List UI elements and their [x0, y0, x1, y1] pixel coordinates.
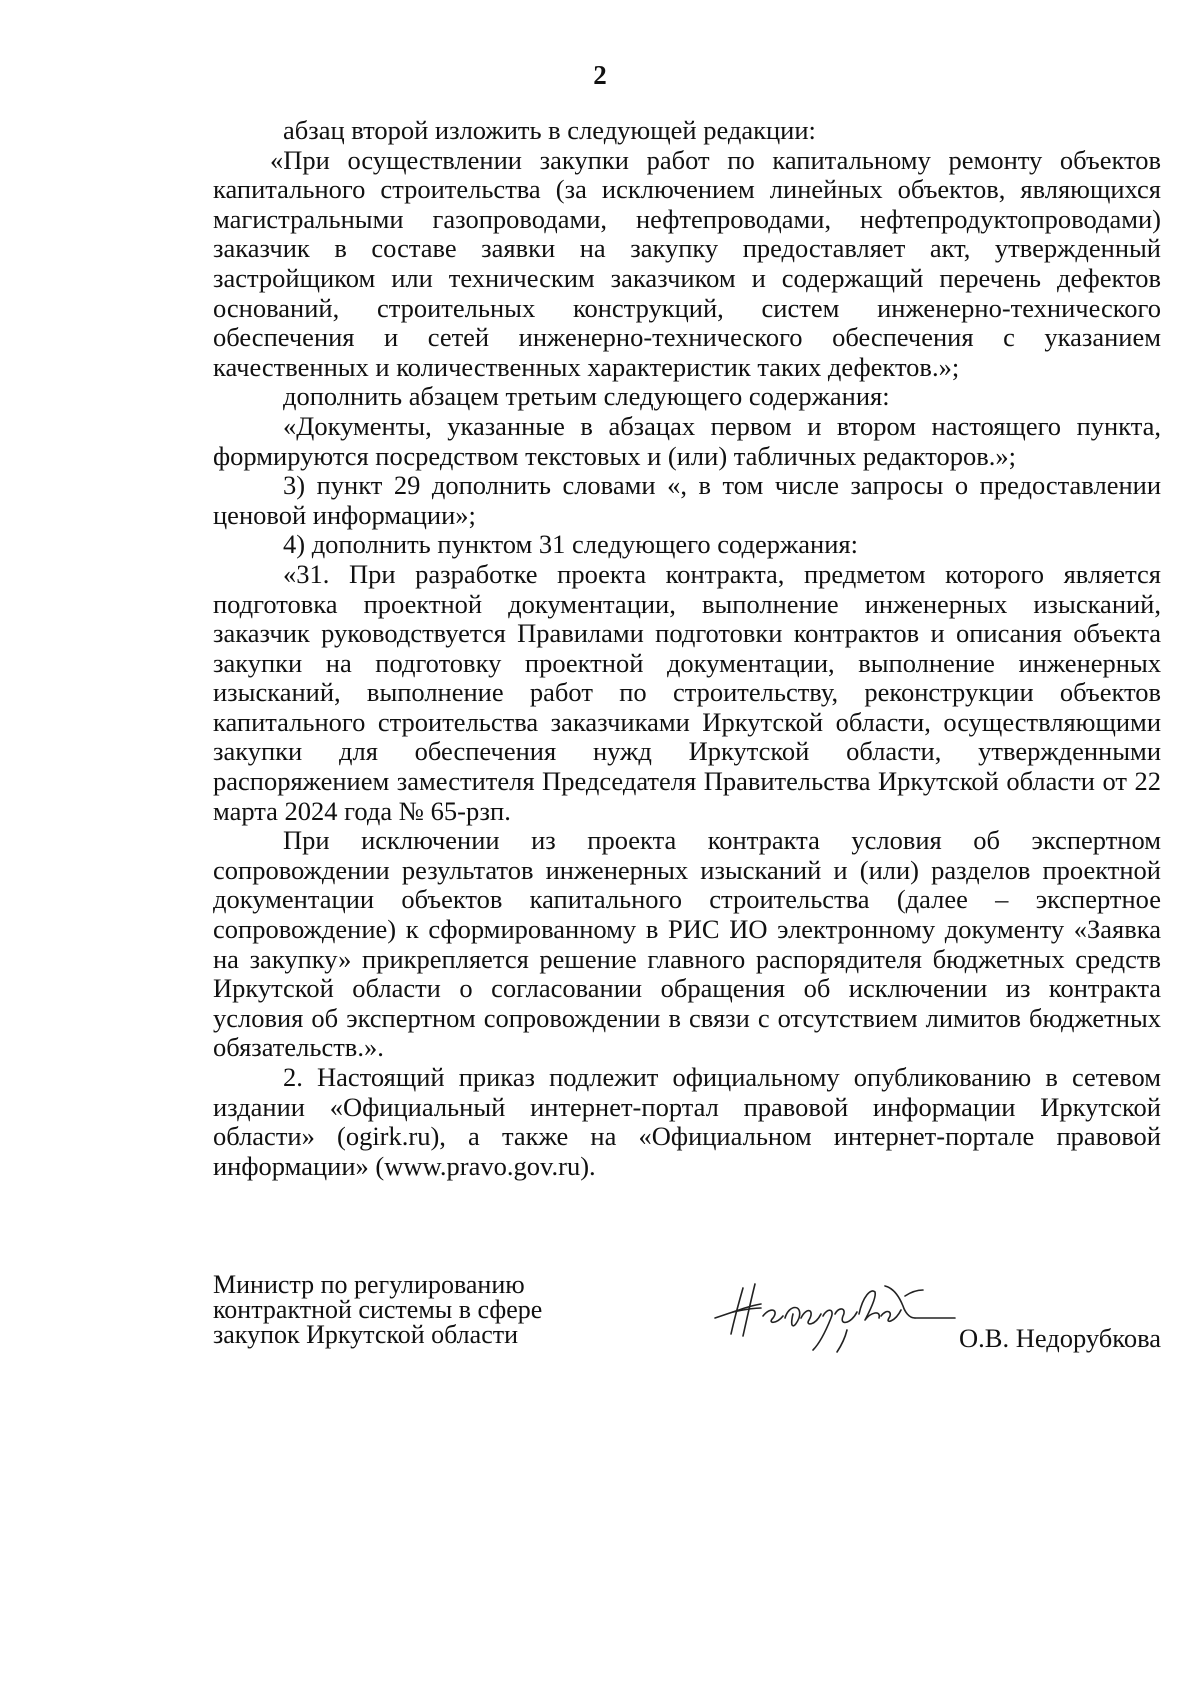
- paragraph-add-third-abzats: дополнить абзацем третьим следующего содержания:: [283, 381, 890, 412]
- signer-title: [213, 1272, 542, 1347]
- handwritten-signature: [709, 1266, 959, 1354]
- paragraph-quoted-item-31: «31. При разработке проекта контракта, предметом которого является подготовка проектной документации, выполнение инженерных изысканий, заказчик руководствуется Правилами подготовки контрактов и описания объекта закупки на подготовку проектной документации, выполнение инженерных изысканий, выполнение работ по строительству, реконструкции объектов капитального строительства заказчиками Иркутской области, осуществляющими закупки для обеспечения нужд Иркутской области, утвержденными распоряжением заместителя Председателя Правительства Иркутской области от 22 марта 2024 года № 65-рзп.: [213, 558, 1161, 826]
- paragraph-quoted-capital-repair: «При осуществлении закупки работ по капитальному ремонту объектов капитального строительства (за исключением линейных объектов, являющихся магистральными газопроводами, нефтепроводами, нефтепродуктопроводами) заказчик в составе заявки на закупку предоставляет акт, утвержденный застройщиком или техническим заказчиком и содержащий перечень дефектов оснований, строительных конструкций, систем инженерно-технического обеспечения и сетей инженерно-технического обеспечения с указанием качественных и количественных характеристик таких дефектов.»;: [213, 144, 1161, 382]
- signer-title-line: контрактной системы в сфере: [213, 1295, 543, 1324]
- signature-block: [213, 1272, 1161, 1362]
- paragraph-item-3: 3) пункт 29 дополнить словами «, в том числе запросы о предоставлении ценовой информации»;: [213, 470, 1161, 530]
- document-body: [213, 116, 1161, 1181]
- page-number: 2: [593, 60, 607, 90]
- signer-name: О.В. Недорубкова: [959, 1323, 1161, 1353]
- paragraph-amend-instruction: абзац второй изложить в следующей редакции:: [283, 115, 816, 145]
- paragraph-publication: 2. Настоящий приказ подлежит официальному опубликованию в сетевом издании «Официальный интернет-портал правовой информации Иркутской области» (ogirk.ru), а также на «Официальном интернет-портале правовой информации» (www.pravo.gov.ru).: [213, 1062, 1161, 1181]
- signer-title-line: закупок Иркутской области: [213, 1320, 519, 1349]
- paragraph-expert-support: При исключении из проекта контракта условия об экспертном сопровождении результатов инженерных изысканий и (или) разделов проектной документации объектов капитального строительства (далее – экспертное сопровождение) к сформированному в РИС ИО электронному документу «Заявка на закупку» прикрепляется решение главного распорядителя бюджетных средств Иркутской области о согласовании обращения об исключении из контракта условия об экспертном сопровождении в связи с отсутствием лимитов бюджетных обязательств.».: [213, 825, 1161, 1063]
- signer-title-line: Министр по регулированию: [213, 1270, 525, 1299]
- paragraph-item-4: 4) дополнить пунктом 31 следующего содержания:: [283, 529, 858, 560]
- paragraph-quoted-documents: «Документы, указанные в абзацах первом и втором настоящего пункта, формируются посредством текстовых и (или) табличных редакторов.»;: [213, 410, 1161, 471]
